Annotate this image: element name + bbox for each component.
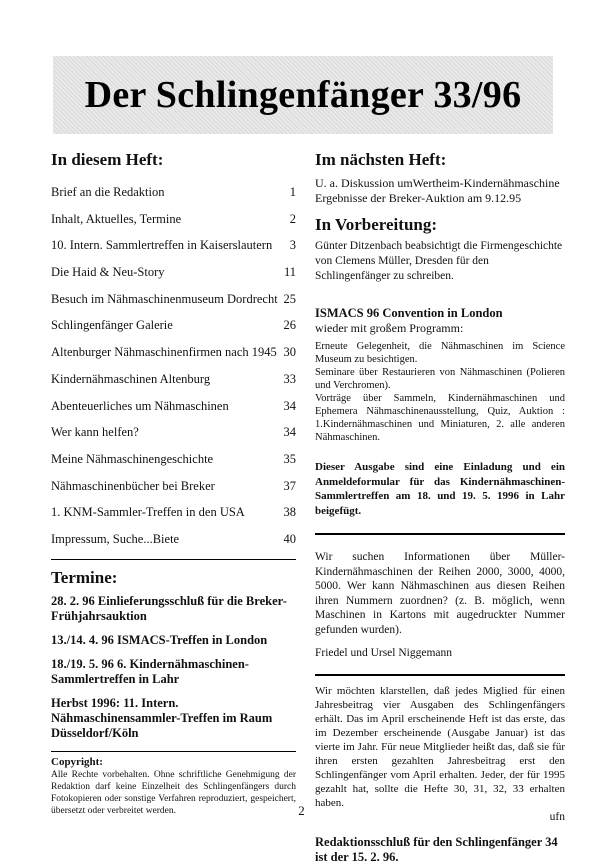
toc-row: [51, 318, 296, 345]
toc-page: 37: [283, 478, 296, 493]
toc-page: 26: [283, 318, 296, 333]
table-of-contents: [51, 185, 296, 559]
ismacs-paragraph: Seminare über Restaurieren von Nähmaschinen (Polieren und Verchromen).: [315, 367, 565, 391]
left-column: [51, 150, 296, 817]
toc-page: 34: [283, 425, 296, 440]
search-request-signature: Friedel und Ursel Niggemann: [315, 647, 453, 659]
toc-row: [51, 345, 296, 372]
toc-row: [51, 399, 296, 426]
toc-page: 30: [283, 345, 296, 360]
toc-page: 34: [283, 398, 296, 413]
toc-title: Abenteuerliches um Nähmaschinen: [51, 398, 229, 413]
toc-page: 35: [283, 451, 296, 466]
termin-item: 18./19. 5. 96 6. Kindernähmaschinen-Sammlertreffen in Lahr: [51, 656, 249, 686]
toc-page: 33: [283, 371, 296, 386]
toc-row: [51, 505, 296, 532]
toc-row: [51, 452, 296, 479]
toc-row: [51, 372, 296, 399]
copyright-text: Alle Rechte vorbehalten. Ohne schriftliche Genehmigung der Redaktion darf keine Einzelheit des Schlingenfängers durch Fotokopieren oder sonstige Verfahren reproduziert, gespeichert, übersetzt oder verbreitet werden.: [51, 769, 296, 816]
ismacs-subheading: wieder mit großem Programm:: [315, 321, 464, 335]
toc-title: Kindernähmaschinen Altenburg: [51, 371, 211, 386]
page-number: 2: [298, 803, 305, 818]
toc-row: [51, 425, 296, 452]
next-issue-line: Ergebnisse der Breker-Auktion am 9.12.95: [315, 191, 522, 205]
toc-title: 10. Intern. Sammlertreffen in Kaiserslautern: [51, 238, 273, 253]
newsletter-title: Der Schlingenfänger 33/96: [84, 74, 522, 116]
next-issue-heading: Im nächsten Heft:: [315, 150, 447, 169]
toc-row: [51, 265, 296, 292]
termine-heading: Termine:: [51, 567, 118, 587]
search-request-text: Wir suchen Informationen über Müller-Kindernähmaschinen der Reihen 2000, 3000, 4000, 5000. Wer kann Nähmaschinen aus diesen Reihen ihren Nummern zuordnen? (z. B. möglich, wenn Maschinen in Kartons mit augedruckter Nummer gefunden wurden).: [315, 551, 565, 636]
invitation-note: Dieser Ausgabe sind eine Einladung und ein Anmeldeformular für das Kindernähmaschinen-Sammlertreffen am 18. und 19. 5. 1996 in Lahr beigefügt.: [315, 461, 565, 517]
section-divider: [315, 533, 565, 535]
toc-row: [51, 238, 296, 265]
toc-divider: [51, 559, 296, 560]
toc-row: [51, 292, 296, 319]
copyright-heading: Copyright:: [51, 755, 103, 768]
toc-title: Schlingenfänger Galerie: [51, 318, 173, 333]
toc-page: 3: [289, 238, 296, 253]
toc-page: 25: [283, 291, 296, 306]
toc-title: Die Haid & Neu-Story: [51, 265, 165, 280]
membership-text: Wir möchten klarstellen, daß jedes Miglied für einen Jahresbeitrag vier Ausgaben des Schlingenfängers erhält. Das im April erscheinende Heft ist das erste, das im Dezember erscheinende (Ausgabe Januar) ist das vierte im Jahr. Für neue Mitglieder heißt das, daß sie für ihren ersten gezahlten Jahresbeitrag erst den Schlingenfänger vom April erhalten. Jeder, der für 1995 gezahlt hat, sollte die Hefte 30, 31, 32, 33 erhalten haben.: [315, 685, 565, 809]
toc-title: Altenburger Nähmaschinenfirmen nach 1945: [51, 345, 277, 360]
toc-title: Wer kann helfen?: [51, 425, 139, 440]
toc-page: 11: [283, 265, 296, 280]
toc-row: [51, 479, 296, 506]
termin-item: 28. 2. 96 Einlieferungsschluß für die Breker-Frühjahrsauktion: [51, 593, 287, 623]
toc-title: Impressum, Suche...Biete: [51, 531, 180, 546]
toc-title: Nähmaschinenbücher bei Breker: [51, 478, 215, 493]
toc-row: [51, 212, 296, 239]
toc-title: Inhalt, Aktuelles, Termine: [51, 211, 182, 226]
termin-item: Herbst 1996: 11. Intern. Nähmaschinensammler-Treffen im Raum Düsseldorf/Köln: [51, 695, 273, 740]
toc-page: 1: [289, 185, 296, 199]
next-issue-line: U. a. Diskussion umWertheim-Kindernähmaschine: [315, 176, 560, 190]
preparation-text: Günter Ditzenbach beabsichtigt die Firmengeschichte von Clemens Müller, Dresden für den Schlingenfänger zu schreiben.: [315, 240, 563, 282]
termin-item: 13./14. 4. 96 ISMACS-Treffen in London: [51, 632, 268, 647]
contents-heading: In diesem Heft:: [51, 150, 164, 169]
ismacs-paragraph: Erneute Gelegenheit, die Nähmaschinen im Science Museum zu besichtigen.: [315, 341, 565, 365]
right-column: [315, 150, 565, 865]
toc-title: 1. KNM-Sammler-Treffen in den USA: [51, 505, 245, 520]
toc-page: 2: [289, 211, 296, 226]
toc-title: Meine Nähmaschinengeschichte: [51, 451, 214, 466]
ismacs-heading: ISMACS 96 Convention in London: [315, 306, 503, 320]
editorial-deadline: Redaktionsschluß für den Schlingenfänger 34 ist der 15. 2. 96.: [315, 835, 558, 864]
toc-row: [51, 532, 296, 559]
membership-signature: ufn: [549, 811, 565, 823]
section-divider: [315, 674, 565, 676]
toc-title: Brief an die Redaktion: [51, 185, 165, 199]
toc-row: [51, 185, 296, 212]
ismacs-paragraph: Vorträge über Sammeln, Kindernähmaschinen und Ephemera Nähmaschinenausstellung, Quiz, Auktion : 1.Kindernähmaschinen und Miniaturen, 2. alle anderen Nähmaschinen.: [315, 393, 565, 443]
toc-page: 40: [283, 531, 296, 546]
toc-title: Besuch im Nähmaschinenmuseum Dordrecht: [51, 291, 278, 306]
preparation-heading: In Vorbereitung:: [315, 215, 438, 234]
title-banner: [53, 56, 553, 134]
toc-page: 38: [283, 505, 296, 520]
